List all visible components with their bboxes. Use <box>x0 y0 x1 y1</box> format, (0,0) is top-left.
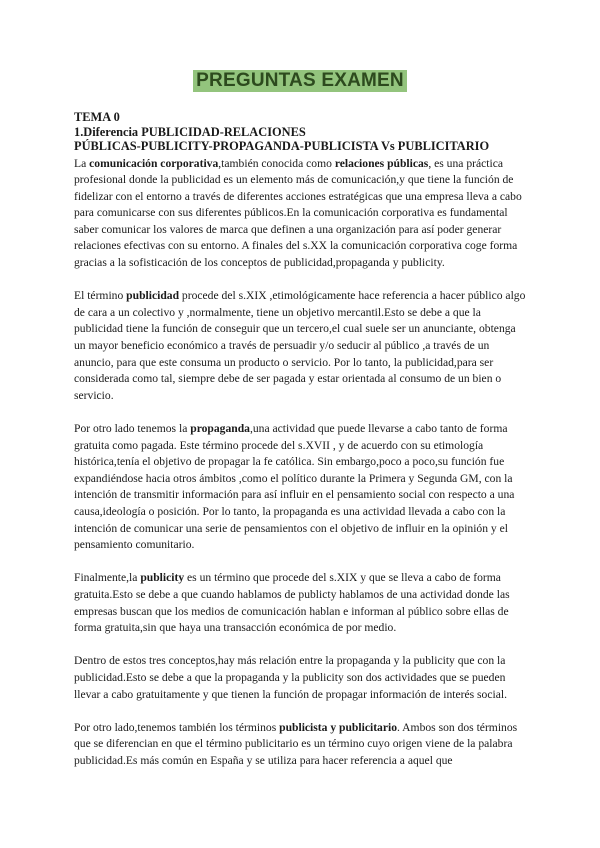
paragraph-text: Por otro lado,tenemos también los términos <box>74 720 280 734</box>
paragraph-text: , es una práctica profesional donde la publicidad es un elemento más de comunicación,y que tiene la función de fidelizar con el entorno a través de diferentes acciones estratégicas que una empresa lleva a cabo para comunicarse con sus diferentes públicos.En la comunicación corporativa es fundamental saber comunicar los valores de marca que definen a una organización para así poder generar relaciones efectivas con su entorno. A finales del s.XX la comunicación corporativa coge forma gracias a la sofisticación de los conceptos de publicidad,propaganda y publicity. <box>74 156 522 270</box>
paragraph-publicity <box>74 570 529 636</box>
title-container <box>0 70 600 92</box>
paragraph-corporate-communication <box>74 156 529 272</box>
paragraph-publicidad <box>74 288 529 404</box>
bold-term: propaganda <box>190 422 250 435</box>
paragraph-text: El término <box>74 289 127 303</box>
paragraph-publicista-publicitario <box>74 720 529 770</box>
bold-term: relaciones públicas <box>334 156 429 170</box>
bold-term: publicidad <box>126 289 180 303</box>
document-body <box>74 110 529 786</box>
paragraph-text: La <box>74 156 90 170</box>
bold-term: publicista y publicitario <box>279 720 398 734</box>
paragraph-text: Finalmente,la <box>74 571 141 585</box>
paragraph-text: ,una actividad que puede llevarse a cabo tanto de forma gratuita como pagada. Este término procede del s.XVII , y de acuerdo con su etimología histórica,tenía el objetivo de propagar la fe católica. Sin embargo,poco a poco,su función fue expandiéndose hacia otros ámbitos ,como el político durante la Primera y Segunda GM, con la intención de transmitir información para así influir en el pensamiento social con respecto a una causa,ideología o posición. Por lo tanto, la propaganda es una actividad llevada a cabo con la intención de comunicar una serie de pensamientos con el objetivo de influir en la opinión y el pensamiento comunitario. <box>74 422 515 552</box>
bold-term: publicity <box>140 571 185 585</box>
paragraph-text: . Ambos son dos términos que se diferencian en que el término publicitario es un término cuyo origen viene de la palabra publicidad.Es más común en España y se utiliza para hacer referencia a aquel que <box>74 720 518 767</box>
page-title: PREGUNTAS EXAMEN <box>193 70 407 92</box>
paragraph-text: procede del s.XIX ,etimológicamente hace referencia a hacer público algo de cara a un colectivo y ,normalmente, tiene un objetivo mercantil.Esto se debe a que la publicidad tiene la función de conseguir que un tercero,el cual suele ser un anunciante, obtenga un mayor beneficio económico a través de persuadir y/o seducir al público ,a través de un anuncio, para que este consuma un producto o servicio. Por lo tanto, la publicidad,para ser considerada como tal, siempre debe de ser pagada y estar orientada al consumo de un bien o servicio. <box>74 289 526 402</box>
bold-term: comunicación corporativa <box>89 156 219 170</box>
question-heading-line-1: 1.Diferencia PUBLICIDAD-RELACIONES <box>74 124 306 139</box>
section-heading: TEMA 0 <box>74 110 120 124</box>
paragraph-text: es un término que procede del s.XIX y que se lleva a cabo de forma gratuita.Esto se debe a que cuando hablamos de publicty hablamos de una actividad donde las empresas buscan que los medios de comunicación hablan e informan al público sobre ellas de forma gratuita,sin que haya una transacción económica de por medio. <box>74 571 510 635</box>
paragraph-text: ,también conocida como <box>218 156 335 170</box>
question-heading-line-2: PÚBLICAS-PUBLICITY-PROPAGANDA-PUBLICISTA Vs PUBLICITARIO <box>74 139 490 153</box>
paragraph-comparison <box>74 653 529 703</box>
paragraph-propaganda <box>74 421 529 554</box>
paragraph-text: Por otro lado tenemos la <box>74 422 191 435</box>
paragraph-text: Dentro de estos tres conceptos,hay más relación entre la propaganda y la publicity que con la publicidad.Esto se debe a que la propaganda y la publicity son dos actividades que se pueden llevar a cabo gratuitamente y que tienen la función de propagar información de interés social. <box>74 654 507 701</box>
